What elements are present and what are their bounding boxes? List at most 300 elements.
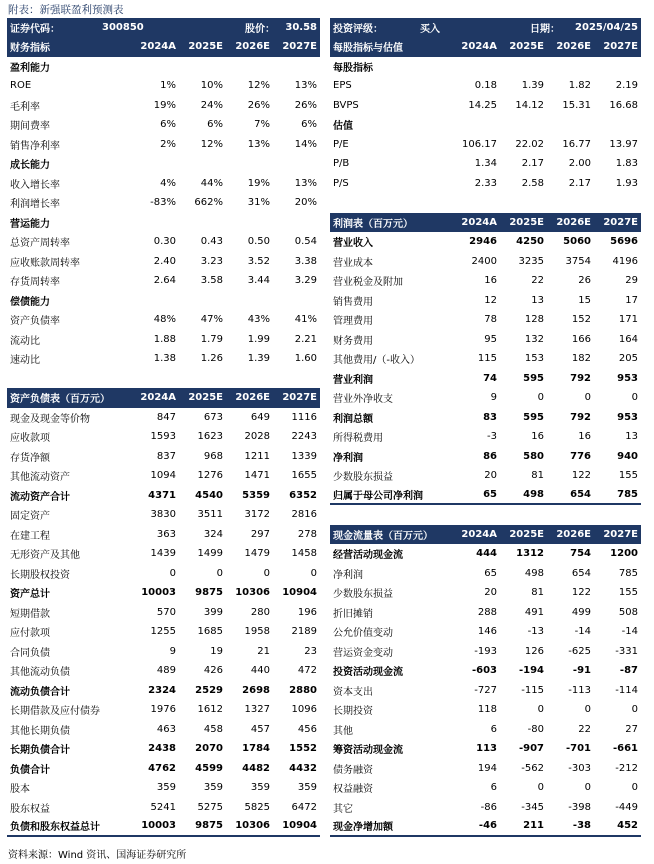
- cell-value: 1.38: [153, 353, 176, 365]
- row-label: 股东权益: [10, 803, 50, 815]
- cell-value: 968: [203, 450, 223, 462]
- cell-value: 81: [531, 587, 544, 599]
- cell-value: 4371: [148, 489, 176, 501]
- table-row: [7, 115, 320, 135]
- table-row: [330, 174, 641, 194]
- cell-value: 2024A: [461, 528, 497, 540]
- cell-value: 1439: [150, 548, 176, 560]
- cell-value: 164: [618, 333, 638, 345]
- spacer-row: [7, 369, 320, 389]
- table-row: [330, 642, 641, 662]
- cell-value: 21: [257, 645, 270, 657]
- cell-value: -113: [568, 684, 591, 696]
- row-label: 总资产周转率: [10, 238, 70, 250]
- cell-value: 29: [625, 275, 638, 287]
- cell-value: -194: [518, 665, 544, 677]
- cell-value: 155: [618, 470, 638, 482]
- row-label: 利润增长率: [10, 199, 60, 211]
- section-header-row: [7, 37, 320, 57]
- cell-value: 1623: [197, 431, 223, 443]
- cell-value: 1094: [150, 470, 176, 482]
- table-row: [7, 96, 320, 116]
- cell-value: 2024A: [461, 41, 497, 53]
- cell-value: 152: [571, 314, 591, 326]
- date-value: 2025/04/25: [575, 22, 638, 33]
- row-label: 每股指标: [333, 62, 373, 74]
- cell-value: 1.82: [568, 80, 591, 92]
- left-panel: [7, 18, 320, 837]
- cell-value: 205: [618, 353, 638, 365]
- row-label: 营业成本: [333, 257, 373, 269]
- cell-value: 47%: [200, 314, 223, 326]
- row-label: 应收款项: [10, 433, 50, 445]
- cell-value: 31%: [247, 197, 270, 209]
- table-row: [7, 544, 320, 564]
- cell-value: 792: [570, 411, 591, 423]
- cell-value: 26: [578, 275, 591, 287]
- cell-value: -83%: [150, 197, 176, 209]
- cell-value: 1958: [244, 626, 270, 638]
- row-label: 营运资金变动: [333, 647, 393, 659]
- row-label: 负债和股东权益总计: [10, 822, 100, 834]
- cell-value: 16.68: [609, 99, 638, 111]
- rating-value: 买入: [420, 24, 440, 35]
- table-row: [7, 135, 320, 155]
- cell-value: 1552: [289, 743, 317, 755]
- cell-value: 19: [210, 645, 223, 657]
- table-row: [330, 252, 641, 272]
- cell-value: -114: [615, 684, 638, 696]
- cell-value: 2026E: [556, 216, 591, 228]
- cell-value: 5696: [610, 236, 638, 248]
- cell-value: 2529: [195, 684, 223, 696]
- cell-value: 1276: [197, 470, 223, 482]
- price-label: 股价：: [245, 24, 275, 35]
- cell-value: 3.23: [200, 255, 223, 267]
- cell-value: 0.50: [247, 236, 270, 248]
- cell-value: 1200: [610, 548, 638, 560]
- cell-value: 1.26: [200, 353, 223, 365]
- row-label: 偿债能力: [10, 296, 50, 308]
- table-row: [7, 76, 320, 96]
- cell-value: 2026E: [235, 392, 270, 404]
- row-label: 应收账款周转率: [10, 257, 80, 269]
- category-row: [330, 57, 641, 77]
- cell-value: 1339: [291, 450, 317, 462]
- cell-value: 0.43: [200, 236, 223, 248]
- cell-value: 953: [617, 372, 638, 384]
- table-row: [7, 661, 320, 681]
- cell-value: 3.44: [247, 275, 270, 287]
- cell-value: 0.18: [474, 80, 497, 92]
- cell-value: 452: [617, 820, 638, 832]
- cell-value: -331: [615, 645, 638, 657]
- cell-value: 5825: [244, 801, 270, 813]
- row-label: 流动资产合计: [10, 491, 70, 503]
- cell-value: 6: [490, 723, 497, 735]
- row-label: 债务融资: [333, 764, 373, 776]
- row-label: 利润总额: [333, 413, 373, 425]
- cell-value: 595: [523, 372, 544, 384]
- cell-value: 211: [523, 820, 544, 832]
- cell-value: 359: [203, 782, 223, 794]
- cell-value: 1.39: [521, 80, 544, 92]
- cell-value: 0: [216, 567, 223, 579]
- table-row: [7, 310, 320, 330]
- cell-value: 194: [477, 762, 497, 774]
- row-label: 股本: [10, 784, 30, 796]
- table-row: [330, 310, 641, 330]
- row-label: P/B: [333, 158, 350, 170]
- row-label: 期间费率: [10, 121, 50, 133]
- cell-value: 940: [617, 450, 638, 462]
- table-row: [330, 622, 641, 642]
- cell-value: 2.17: [521, 158, 544, 170]
- row-label: 长期负债合计: [10, 745, 70, 757]
- cell-value: 6472: [291, 801, 317, 813]
- row-label: 存货净额: [10, 452, 50, 464]
- cell-value: -14: [574, 626, 591, 638]
- table-row: [7, 232, 320, 252]
- cell-value: 65: [483, 488, 497, 500]
- row-label: 少数股东损益: [333, 472, 393, 484]
- cell-value: 0: [169, 567, 176, 579]
- table-row: [7, 349, 320, 369]
- code-label: 证券代码：: [10, 24, 60, 35]
- row-label: 营业收入: [333, 238, 373, 250]
- cell-value: 14.12: [515, 99, 544, 111]
- cell-value: 118: [477, 704, 497, 716]
- category-row: [7, 213, 320, 233]
- table-row: [330, 388, 641, 408]
- cell-value: 196: [297, 606, 317, 618]
- category-row: [330, 115, 641, 135]
- cell-value: -625: [568, 645, 591, 657]
- table-row: [7, 798, 320, 818]
- cell-value: 4196: [612, 255, 638, 267]
- table-row: [7, 252, 320, 272]
- cell-value: 13: [625, 431, 638, 443]
- spacer-row: [330, 193, 641, 213]
- cell-value: -87: [619, 665, 638, 677]
- cell-value: 2.58: [521, 177, 544, 189]
- cell-value: 10904: [282, 587, 317, 599]
- cell-value: 498: [524, 567, 544, 579]
- cell-value: -80: [527, 723, 544, 735]
- row-label: 收入增长率: [10, 179, 60, 191]
- stock-meta-bar: [7, 18, 320, 37]
- cell-value: 508: [618, 606, 638, 618]
- cell-value: -14: [621, 626, 638, 638]
- cell-value: 0.54: [294, 236, 317, 248]
- cell-value: 2698: [242, 684, 270, 696]
- cell-value: 2027E: [282, 392, 317, 404]
- cell-value: 20: [484, 587, 497, 599]
- cell-value: 106.17: [462, 138, 497, 150]
- cell-value: 74: [483, 372, 497, 384]
- cell-value: 2025E: [509, 216, 544, 228]
- row-label: 速动比: [10, 355, 40, 367]
- row-label: 在建工程: [10, 530, 50, 542]
- table-row: [7, 622, 320, 642]
- cell-value: 2.40: [153, 255, 176, 267]
- cell-value: 0: [537, 392, 544, 404]
- cell-value: 10306: [235, 587, 270, 599]
- table-row: [7, 525, 320, 545]
- cell-value: 2400: [471, 255, 497, 267]
- row-label: 短期借款: [10, 608, 50, 620]
- cell-value: 5060: [563, 236, 591, 248]
- cell-value: 2070: [195, 743, 223, 755]
- table-row: [330, 720, 641, 740]
- cell-value: 288: [477, 606, 497, 618]
- table-row: [7, 174, 320, 194]
- cell-value: 166: [571, 333, 591, 345]
- cell-value: 23: [304, 645, 317, 657]
- cell-value: -345: [521, 801, 544, 813]
- cell-value: 13%: [247, 138, 270, 150]
- total-row: [330, 408, 641, 428]
- cell-value: 324: [203, 528, 223, 540]
- row-label: 所得税费用: [333, 433, 383, 445]
- cell-value: 0: [263, 567, 270, 579]
- table-row: [330, 583, 641, 603]
- cell-value: 122: [571, 587, 591, 599]
- spacer-row: [330, 505, 641, 525]
- cell-value: 1685: [197, 626, 223, 638]
- cell-value: 146: [477, 626, 497, 638]
- cell-value: 2243: [291, 431, 317, 443]
- cell-value: 1.34: [474, 158, 497, 170]
- cell-value: 456: [297, 723, 317, 735]
- cell-value: 3830: [150, 509, 176, 521]
- cell-value: 1.88: [153, 333, 176, 345]
- cell-value: 580: [523, 450, 544, 462]
- row-label: 营业税金及附加: [333, 277, 403, 289]
- category-row: [7, 291, 320, 311]
- row-label: 净利润: [333, 452, 363, 464]
- row-label: 其他: [333, 725, 353, 737]
- table-row: [330, 330, 641, 350]
- cell-value: 1612: [197, 704, 223, 716]
- cell-value: -38: [572, 820, 591, 832]
- cell-value: 10306: [235, 820, 270, 832]
- cell-value: 9875: [195, 587, 223, 599]
- table-row: [330, 427, 641, 447]
- cell-value: 847: [156, 411, 176, 423]
- cell-value: 4599: [195, 762, 223, 774]
- cell-value: -661: [612, 743, 638, 755]
- cell-value: 2.17: [568, 177, 591, 189]
- cell-value: 2027E: [603, 528, 638, 540]
- table-row: [330, 291, 641, 311]
- table-row: [7, 271, 320, 291]
- total-row: [330, 486, 641, 506]
- cell-value: 5275: [197, 801, 223, 813]
- cell-value: 2025E: [188, 41, 223, 53]
- cell-value: 3511: [197, 509, 223, 521]
- cell-value: 654: [570, 488, 591, 500]
- code-value: 300850: [102, 22, 144, 33]
- cell-value: 837: [156, 450, 176, 462]
- cell-value: 12%: [247, 80, 270, 92]
- row-label: 其他流动负债: [10, 667, 70, 679]
- table-row: [7, 408, 320, 428]
- row-label: 其他费用/（-收入）: [333, 355, 420, 367]
- table-row: [330, 466, 641, 486]
- table-row: [330, 154, 641, 174]
- cell-value: 16: [578, 431, 591, 443]
- cell-value: 1096: [291, 704, 317, 716]
- row-label: 营业外净收支: [333, 394, 393, 406]
- cell-value: 426: [203, 665, 223, 677]
- cell-value: 153: [524, 353, 544, 365]
- cell-value: 22: [578, 723, 591, 735]
- row-label: 负债合计: [10, 764, 50, 776]
- cell-value: -3: [487, 431, 497, 443]
- cell-value: 1.39: [247, 353, 270, 365]
- cell-value: -449: [615, 801, 638, 813]
- cell-value: 1976: [150, 704, 176, 716]
- cell-value: 3.58: [200, 275, 223, 287]
- cell-value: 5359: [242, 489, 270, 501]
- total-row: [7, 759, 320, 779]
- table-row: [7, 720, 320, 740]
- cell-value: 1499: [197, 548, 223, 560]
- cell-value: 4250: [516, 236, 544, 248]
- cell-value: 1655: [291, 470, 317, 482]
- cell-value: 4540: [195, 489, 223, 501]
- price-value: 30.58: [285, 22, 317, 33]
- row-label: 合同负债: [10, 647, 50, 659]
- cell-value: 649: [250, 411, 270, 423]
- cell-value: 673: [203, 411, 223, 423]
- row-label: EPS: [333, 80, 352, 92]
- cell-value: 13.97: [609, 138, 638, 150]
- cell-value: 6%: [207, 119, 223, 131]
- cell-value: 1593: [150, 431, 176, 443]
- cell-value: -303: [568, 762, 591, 774]
- cell-value: 14.25: [468, 99, 497, 111]
- row-label: 盈利能力: [10, 62, 50, 74]
- total-row: [7, 681, 320, 701]
- row-label: 净利润: [333, 569, 363, 581]
- row-label: 投资活动现金流: [333, 667, 403, 679]
- cell-value: 2.21: [294, 333, 317, 345]
- row-label: P/S: [333, 177, 349, 189]
- cell-value: -115: [521, 684, 544, 696]
- row-label: 流动比: [10, 335, 40, 347]
- cell-value: 2.64: [153, 275, 176, 287]
- cell-value: 2027E: [603, 216, 638, 228]
- row-label: 经营活动现金流: [333, 550, 403, 562]
- cell-value: 22: [531, 275, 544, 287]
- right-table: [330, 37, 641, 837]
- source-note: 资料来源：Wind 资讯、国海证券研究所: [8, 850, 187, 861]
- cell-value: 171: [618, 314, 638, 326]
- cell-value: 754: [570, 548, 591, 560]
- row-label: 毛利率: [10, 101, 40, 113]
- section-header-row: [330, 525, 641, 545]
- cell-value: 27: [625, 723, 638, 735]
- cell-value: 1116: [291, 411, 317, 423]
- row-label: 折旧摊销: [333, 608, 373, 620]
- left-table: [7, 37, 320, 837]
- cell-value: 0: [537, 782, 544, 794]
- cell-value: 12%: [200, 138, 223, 150]
- cell-value: 26%: [247, 99, 270, 111]
- section-header-row: [7, 388, 320, 408]
- cell-value: -86: [480, 801, 497, 813]
- row-label: 其他长期负债: [10, 725, 70, 737]
- table-row: [330, 96, 641, 116]
- row-label: 财务费用: [333, 335, 373, 347]
- cell-value: 1784: [242, 743, 270, 755]
- cell-value: 19%: [153, 99, 176, 111]
- cell-value: 2024A: [140, 392, 176, 404]
- cell-value: 9: [490, 392, 497, 404]
- row-label: 财务指标: [10, 43, 50, 55]
- cell-value: 2816: [291, 509, 317, 521]
- cell-value: 444: [476, 548, 497, 560]
- cell-value: 458: [203, 723, 223, 735]
- row-label: 销售费用: [333, 296, 373, 308]
- table-row: [7, 193, 320, 213]
- row-label: 权益融资: [333, 784, 373, 796]
- cell-value: 1479: [244, 548, 270, 560]
- row-label: 成长能力: [10, 160, 50, 172]
- cell-value: 3235: [518, 255, 544, 267]
- cell-value: 6%: [301, 119, 317, 131]
- cell-value: -91: [572, 665, 591, 677]
- cell-value: 1%: [160, 80, 176, 92]
- cell-value: 13: [531, 294, 544, 306]
- cell-value: 6: [490, 782, 497, 794]
- cell-value: 2%: [160, 138, 176, 150]
- cell-value: 489: [156, 665, 176, 677]
- row-label: 营业利润: [333, 374, 373, 386]
- cell-value: 1.60: [294, 353, 317, 365]
- table-row: [7, 447, 320, 467]
- cell-value: 359: [156, 782, 176, 794]
- row-label: 现金净增加额: [333, 822, 393, 834]
- row-label: ROE: [10, 80, 32, 92]
- total-row: [7, 583, 320, 603]
- cell-value: 10%: [200, 80, 223, 92]
- cell-value: 2438: [148, 743, 176, 755]
- cell-value: 10003: [141, 587, 176, 599]
- row-label: 归属于母公司净利润: [333, 490, 423, 502]
- table-row: [7, 564, 320, 584]
- cell-value: 662%: [194, 197, 223, 209]
- cell-value: 4762: [148, 762, 176, 774]
- cell-value: 4482: [242, 762, 270, 774]
- cell-value: 1211: [244, 450, 270, 462]
- row-label: 资产负债表（百万元）: [10, 394, 110, 406]
- row-label: 现金流量表（百万元）: [333, 530, 433, 542]
- row-label: 其他流动资产: [10, 472, 70, 484]
- cell-value: 65: [484, 567, 497, 579]
- cell-value: 399: [203, 606, 223, 618]
- table-row: [7, 330, 320, 350]
- cell-value: 2.00: [568, 158, 591, 170]
- cell-value: -193: [474, 645, 497, 657]
- cell-value: 1255: [150, 626, 176, 638]
- cell-value: 16: [484, 275, 497, 287]
- section-header-row: [330, 213, 641, 233]
- cell-value: 491: [524, 606, 544, 618]
- cell-value: -46: [478, 820, 497, 832]
